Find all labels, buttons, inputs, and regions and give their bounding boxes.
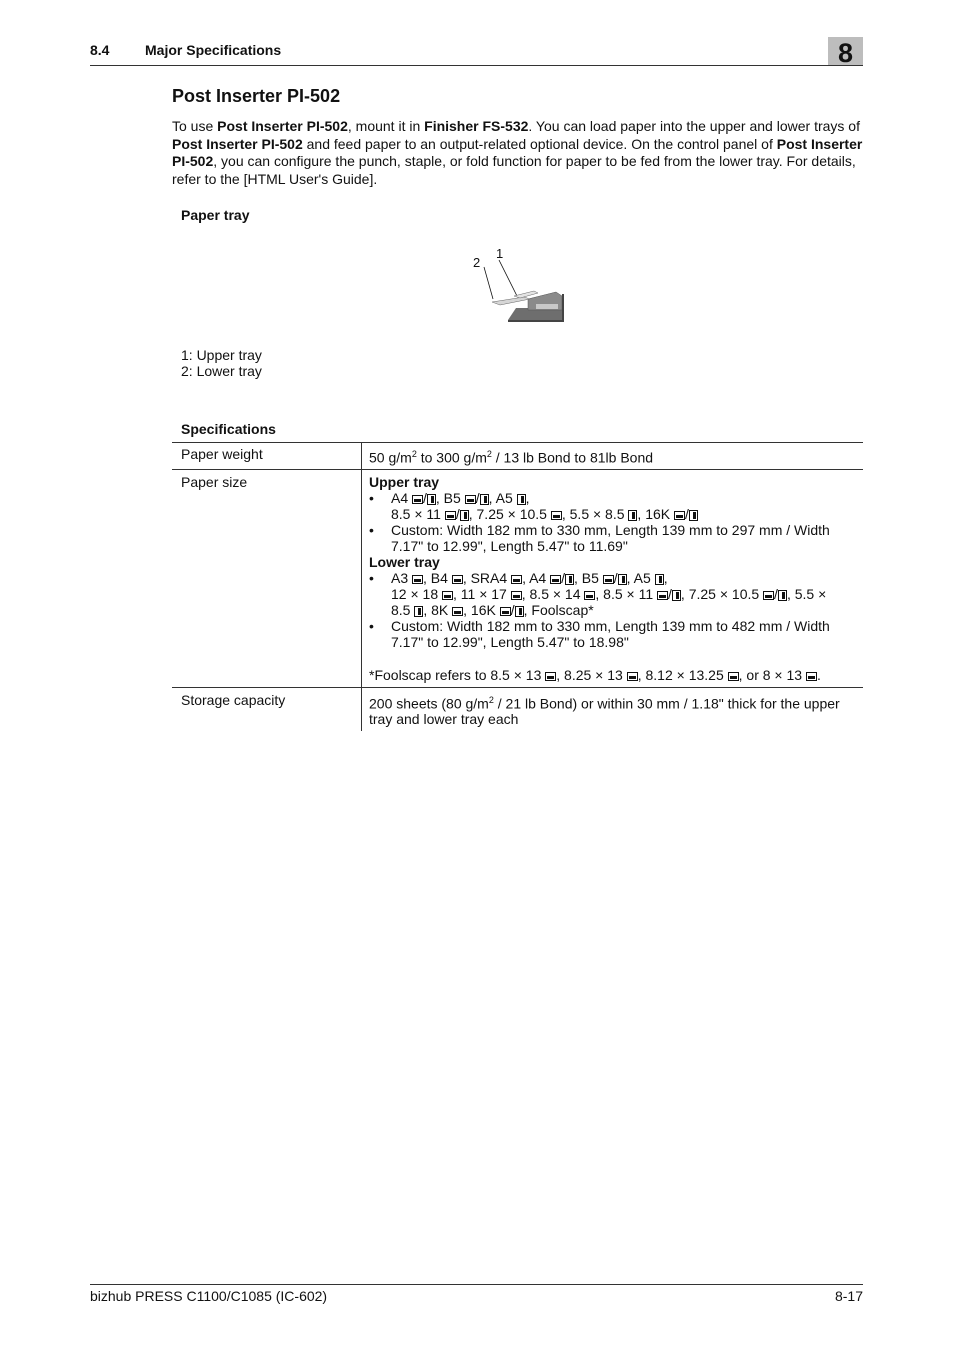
paper-landscape-icon — [728, 672, 739, 681]
footer-product-name: bizhub PRESS C1100/C1085 (IC-602) — [90, 1288, 328, 1304]
list-item: • A3 , B4 , SRA4 , A4 / , B5 / , A5 , 12 × 18 , 11 × 17 , 8.5 × 14 , 8.5 × 11 / , 7.25 × 10.5 / , 5.5 × 8.5 , 8K , 16K / , Foolscap* — [369, 570, 855, 618]
spec-label: Storage capacity — [172, 687, 362, 731]
section-title: Major Specifications — [145, 42, 282, 58]
paper-landscape-icon — [551, 511, 562, 520]
paper-portrait-icon — [515, 606, 524, 617]
legend-upper-tray: 1: Upper tray — [181, 347, 262, 363]
specifications-table — [172, 442, 863, 731]
specifications-heading: Specifications — [181, 421, 276, 437]
section-number: 8.4 — [90, 42, 110, 58]
upper-tray-list — [369, 490, 855, 554]
intro-paragraph: To use Post Inserter PI-502, mount it in Finisher FS-532. You can load paper into the upper and lower trays of Post Inserter PI-502 and feed paper to an output-related optional device. On the control panel of Post Inserter PI-502, you can configure the punch, staple, or fold function for paper to be fed from the lower tray. For details, refer to the [HTML User's Guide]. — [172, 118, 863, 187]
paper-landscape-icon — [545, 672, 556, 681]
paper-landscape-icon — [674, 511, 685, 520]
spec-value-paper-weight: 50 $g/m^2$ to 300 $g/m^2 / 13$ lb Bond to 81lb Bond — [369, 449, 654, 466]
paper-portrait-icon — [517, 494, 526, 505]
paper-landscape-icon — [603, 575, 614, 584]
spec-label: Paper weight — [172, 443, 362, 470]
paper-portrait-icon — [778, 590, 787, 601]
table-row — [172, 469, 863, 687]
paper-landscape-icon — [627, 672, 638, 681]
paper-landscape-icon — [657, 591, 668, 600]
paper-landscape-icon — [500, 607, 511, 616]
paper-landscape-icon — [763, 591, 774, 600]
foolscap-note: *Foolscap refers to 8.5 × 13 , 8.25 × 13 , 8.12 × 13.25 , or 8 × 13 . — [369, 666, 821, 683]
paper-landscape-icon — [445, 511, 456, 520]
list-item: • Custom: Width 182 mm to 330 mm, Length 139 mm to 297 mm / Width 7.17" to 12.99", Length 5.47" to 11.69" — [369, 522, 855, 554]
paper-portrait-icon — [689, 510, 698, 521]
paper-landscape-icon — [806, 672, 817, 681]
paper-portrait-icon — [480, 494, 489, 505]
paper-portrait-icon — [672, 590, 681, 601]
paper-portrait-icon — [655, 574, 664, 585]
callout-1: 1 — [496, 246, 504, 261]
table-row — [172, 687, 863, 731]
paper-landscape-icon — [584, 591, 595, 600]
paper-landscape-icon — [412, 575, 423, 584]
paper-portrait-icon — [427, 494, 436, 505]
legend-lower-tray: 2: Lower tray — [181, 363, 262, 379]
upper-tray-subheading: Upper tray — [369, 473, 440, 490]
footer-rule — [90, 1284, 863, 1285]
chapter-number-badge: 8 — [828, 37, 863, 66]
paper-landscape-icon — [452, 575, 463, 584]
paper-landscape-icon — [412, 495, 423, 504]
spec-label: Paper size — [172, 469, 362, 687]
paper-landscape-icon — [452, 607, 463, 616]
tray-legend — [181, 347, 262, 379]
paper-portrait-icon — [628, 510, 637, 521]
paper-portrait-icon — [414, 606, 423, 617]
paper-portrait-icon — [618, 574, 627, 585]
table-row — [172, 443, 863, 470]
lower-tray-list — [369, 570, 855, 650]
footer-page-number: 8-17 — [834, 1288, 863, 1304]
paper-landscape-icon — [465, 495, 476, 504]
paper-landscape-icon — [511, 575, 522, 584]
paper-landscape-icon — [550, 575, 561, 584]
paper-portrait-icon — [460, 510, 469, 521]
list-item: • A4 / , B5 / , A5 , 8.5 × 11 / , 7.25 × 10.5 , 5.5 × 8.5 , 16K / — [369, 490, 855, 522]
paper-landscape-icon — [511, 591, 522, 600]
paper-tray-heading: Paper tray — [181, 207, 250, 223]
paper-portrait-icon — [565, 574, 574, 585]
callout-2: 2 — [473, 255, 481, 270]
list-item: • Custom: Width 182 mm to 330 mm, Length 139 mm to 482 mm / Width 7.17" to 12.99", Length 5.47" to 18.98" — [369, 618, 855, 650]
lower-tray-subheading: Lower tray — [369, 553, 440, 570]
paper-landscape-icon — [442, 591, 453, 600]
spec-value-storage-capacity: 200 sheets (80 $g/m^2 / 21$ lb Bond) or within 30 mm / 1.18" thick for the upper tray and lower tray each — [369, 694, 840, 728]
post-inserter-illustration — [472, 244, 566, 324]
header-rule — [90, 65, 863, 66]
page-title: Post Inserter PI-502 — [172, 86, 341, 106]
spec-value-paper-size — [362, 469, 864, 687]
